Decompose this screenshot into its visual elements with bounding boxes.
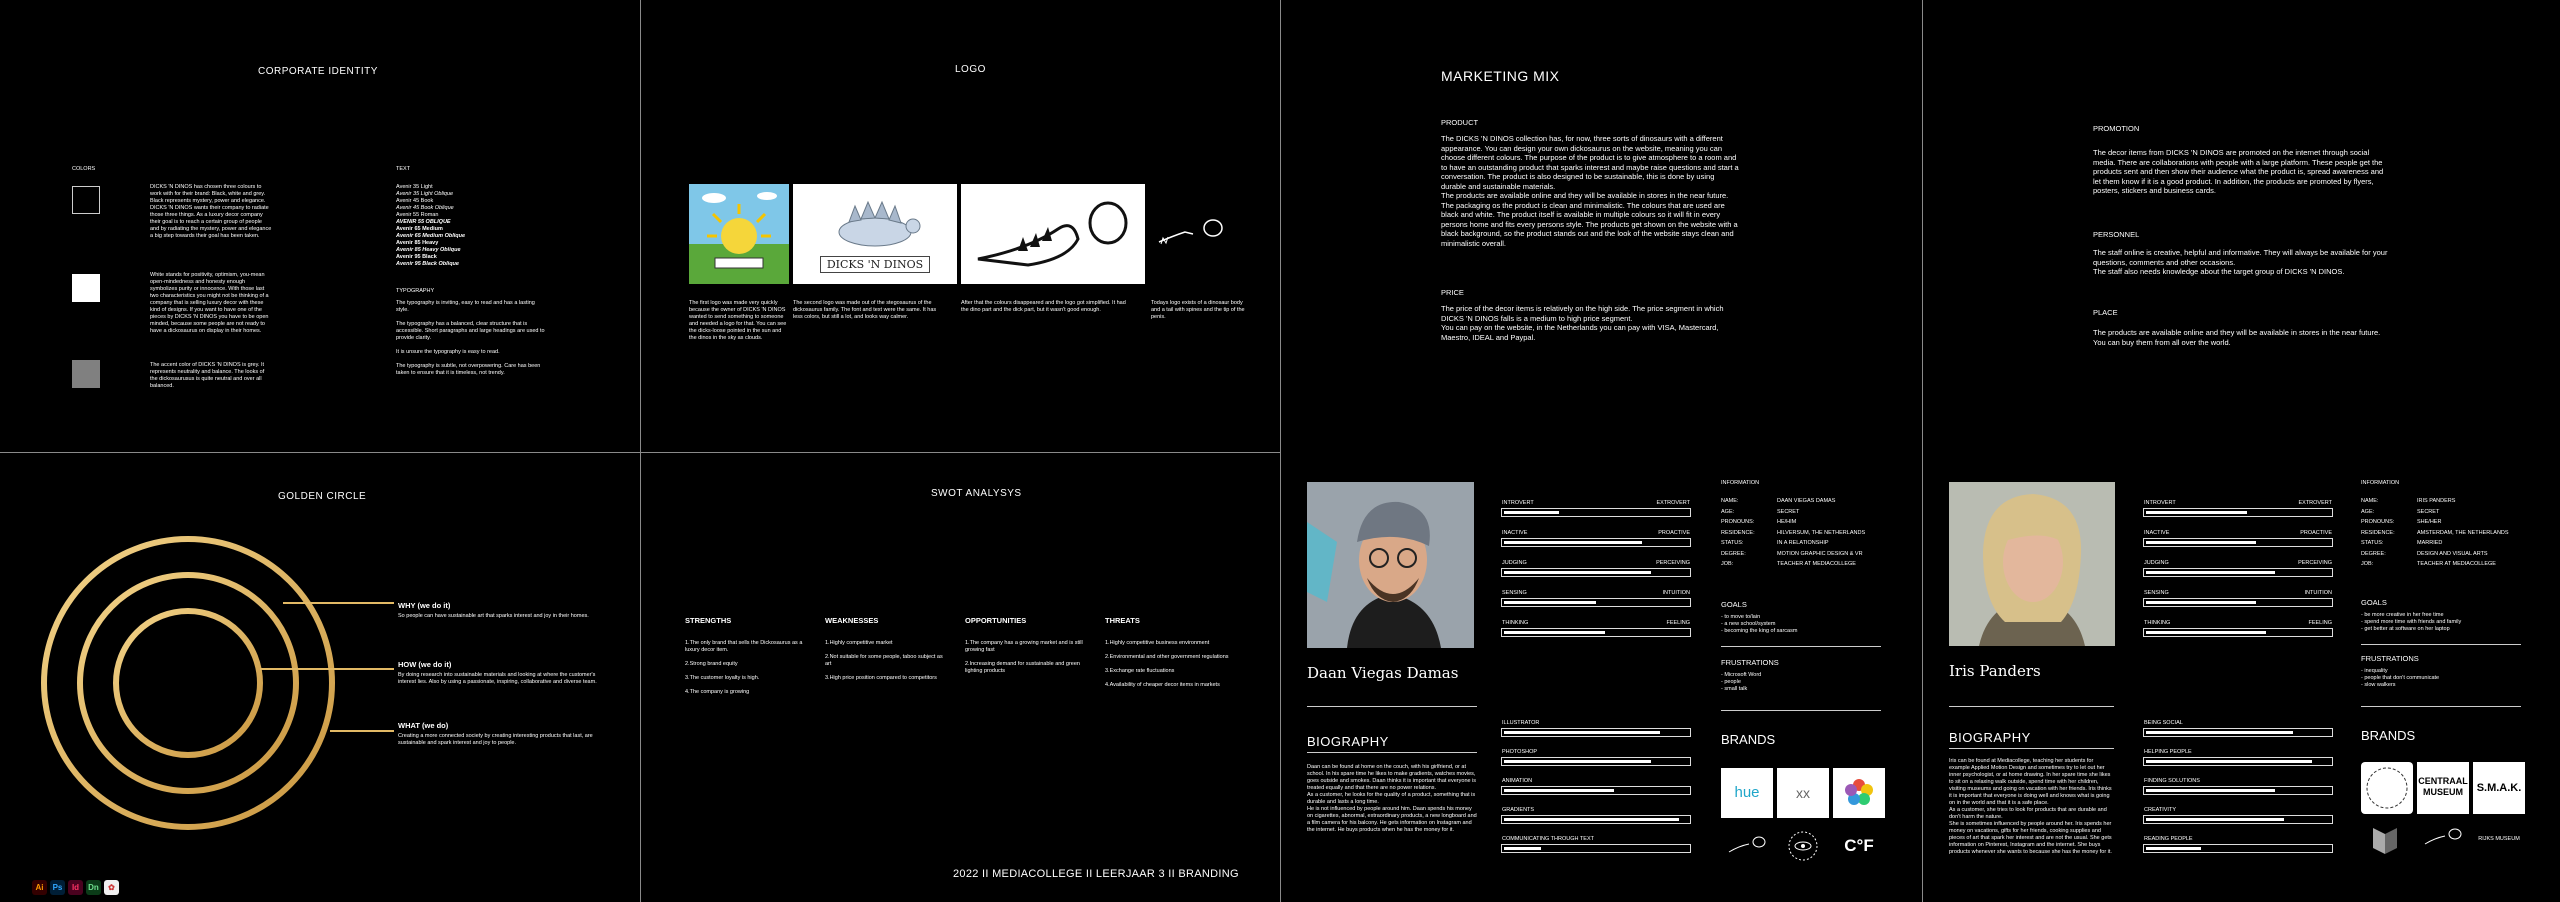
info-row (2361, 519, 2541, 526)
personnel-label: PERSONNEL (2093, 230, 2140, 239)
logo-version-2 (793, 184, 957, 284)
circle-museum-icon (2361, 762, 2413, 814)
persona-photo (1307, 482, 1474, 648)
info-key: JOB: (1721, 561, 1734, 567)
swot-item: 4.The company is growing (685, 688, 750, 695)
info-value: MARRIED (2417, 540, 2443, 546)
info-value: DAAN VIEGAS DAMAS (1777, 498, 1836, 504)
skill-label: HELPING PEOPLE (2144, 749, 2192, 755)
skill-label: GRADIENTS (1502, 807, 1535, 813)
slider-fill (2146, 571, 2275, 574)
info-key: DEGREE: (1721, 550, 1746, 557)
skill-label: BEING SOCIAL (2144, 720, 2183, 726)
skill-label: ANIMATION (1502, 778, 1533, 784)
swot-column (965, 616, 1090, 682)
goal-item: - a new school/system (1721, 621, 1776, 627)
info-row (1721, 540, 1901, 547)
why-text: So people can have sustainable art that sparks interest and joy in their homes. (398, 613, 589, 619)
slider-left-label: INACTIVE (2144, 530, 2170, 536)
smak-logo: S.M.A.K. (2473, 762, 2525, 814)
skill-bar (1501, 749, 1691, 766)
slider-left-label: INTROVERT (2144, 500, 2176, 506)
logo-panel (641, 0, 1280, 452)
typography-text: The typography is inviting, easy to read and has a lasting style. The typography has a balanced, clear structure that is accessible. Short paragraphs and large headings are used to provide clarity. It is unsure the typography is easy to read. The typography is subtle, not overpowering. Care has been taken to ensure that it is timeless, not trendy. (396, 300, 545, 376)
slider-fill (1504, 601, 1596, 604)
skill-fill (1504, 760, 1651, 763)
goal-item: - get better at software on her laptop (2361, 626, 2450, 632)
golden-circle-diagram (38, 529, 398, 839)
info-key: NAME: (1721, 498, 1739, 504)
current-logo-icon (1153, 214, 1229, 254)
how-label: HOW (we do it) (398, 660, 452, 669)
color-description: The accent color of DICKS 'N DINOS is grey. It represents neutrality and balance. The looks of the dickosaurusus is quite neutral and over all balanced. (150, 362, 265, 389)
eye-icon (1777, 826, 1829, 866)
slider-right-label: FEELING (1666, 620, 1690, 626)
slider-fill (1504, 571, 1651, 574)
slider-fill (1504, 631, 1605, 634)
dino-brand-logo (1721, 826, 1773, 866)
info-row (1721, 498, 1901, 505)
info-value: SECRET (1777, 508, 1800, 515)
font-item: Avenir 55 Roman (396, 212, 439, 218)
slider-left-label: INACTIVE (1502, 530, 1528, 536)
promotion-label: PROMOTION (2093, 124, 2140, 133)
info-row (2361, 498, 2541, 505)
place-label: PLACE (2093, 308, 2118, 317)
page-title: GOLDEN CIRCLE (278, 491, 367, 502)
info-key: AGE: (2361, 508, 2375, 515)
page-title: LOGO (955, 64, 986, 75)
info-row (2361, 561, 2541, 568)
flower-brand-logo (1833, 768, 1885, 818)
what-text: Creating a more connected society by creating interesting products that last, are sustainable and spark interest and joy to people. (398, 733, 593, 746)
info-value: IN A RELATIONSHIP (1777, 540, 1829, 546)
brands-label: BRANDS (2361, 728, 2416, 743)
biography-text: Daan can be found at home on the couch, with his girlfriend, or at school. In his spare time he likes to make gradients, watches movies, goes outside and smokes. Daan thinks it is important that everyone is treated equally and that there are no power relations. As a customer, he looks for the quality of a product, something that is durable and lasts a long time. He is not influenced by people around him. Daan spends his money on cigarettes, abnormal, extraordinary products, a new longboard and a film camera for his balcony. He gets information on Instagram and the internet. He buys products when he has the money for it. (1307, 764, 1477, 833)
rijksmuseum-logo: RIJKS MUSEUM (2478, 836, 2520, 842)
centraal-museum-logo: CENTRAAL MUSEUM (2417, 762, 2469, 814)
slider-fill (2146, 511, 2247, 514)
dino-outline-icon (968, 189, 1138, 279)
information-list (1721, 498, 1901, 572)
skill-bar (1501, 778, 1691, 795)
frustration-item: - Microsoft Word (1721, 672, 1762, 678)
slider-right-label: INTUITION (2304, 590, 2332, 596)
stegosaurus-icon (815, 196, 935, 256)
goal-item: - be more creative in her free time (2361, 612, 2444, 618)
slider-right-label: PROACTIVE (1658, 530, 1690, 536)
personality-slider (2143, 500, 2333, 517)
marketing-mix-panel-2 (1923, 0, 2560, 480)
swot-item: 1.Highly competitive market (825, 639, 893, 646)
personality-slider (1501, 530, 1691, 547)
divider (2361, 644, 2521, 645)
info-key: STATUS: (1721, 540, 1744, 546)
personality-slider (1501, 500, 1691, 517)
swot-heading: STRENGTHS (685, 616, 732, 625)
swot-heading: THREATS (1105, 616, 1140, 625)
logo-caption: The first logo was made very quickly because the owner of DICKS 'N DINOS wanted to send something to someone and needed a logo for that. You can see the dicks-loose pointed in the sun and the dinos in the sky as clouds. (689, 300, 787, 341)
info-row (1721, 530, 1901, 537)
personality-slider (2143, 530, 2333, 547)
info-row (1721, 561, 1901, 568)
info-row (1721, 509, 1901, 516)
slider-right-label: PERCEIVING (2298, 560, 2332, 566)
how-text: By doing research into sustainable materials and looking at where the customer's interest lies. Also by using a passionate, inspiring, collaborative and diverse team. (398, 672, 597, 685)
museum-brand-logo (2361, 762, 2413, 814)
swot-item: 4.Availability of cheaper decor items in markets (1105, 681, 1220, 688)
info-value: SHE/HER (2417, 519, 2442, 525)
colors-label: COLORS (72, 166, 96, 172)
info-key: PRONOUNS: (1721, 519, 1755, 525)
logo-caption: Todays logo exists of a dinosaur body and a tail with spines and the tip of the penis. (1151, 300, 1245, 320)
slider-right-label: FEELING (2308, 620, 2332, 626)
slider-left-label: SENSING (1502, 590, 1527, 596)
slider-left-label: JUDGING (2144, 560, 2169, 566)
persona-name: Daan Viegas Damas (1307, 664, 1459, 682)
frustration-item: - small talk (1721, 686, 1748, 692)
photoshop-icon: Ps (50, 880, 65, 895)
what-label: WHAT (we do) (398, 721, 449, 730)
info-value: HE/HIM (1777, 519, 1797, 525)
info-key: RESIDENCE: (1721, 529, 1755, 536)
skill-bar (2143, 836, 2333, 853)
swot-item: 3.Exchange rate fluctuations (1105, 667, 1175, 674)
info-key: STATUS: (2361, 540, 2384, 546)
info-value: HILVERSUM, THE NETHERLANDS (1777, 529, 1866, 536)
persona-iris-panel (1923, 480, 2560, 902)
golden-circle-panel (0, 453, 640, 902)
skill-fill (2146, 818, 2284, 821)
font-item: Avenir 65 Medium (396, 226, 443, 232)
logo-caption: The second logo was made out of the stegosaurus of the dickosaurus family. The font and text were the same. It has less colors, but still a lot, and looks way calmer. (793, 300, 937, 320)
frustrations-label: FRUSTRATIONS (2361, 654, 2419, 663)
info-value: MOTION GRAPHIC DESIGN & VR (1777, 550, 1863, 557)
swot-item: 2.Strong brand equity (685, 660, 738, 667)
skill-label: CREATIVITY (2144, 807, 2176, 813)
font-item: Avenir 95 Black Oblique (396, 261, 459, 267)
personality-slider (1501, 560, 1691, 577)
slider-left-label: THINKING (1502, 620, 1529, 626)
dimension-icon: Dn (86, 880, 101, 895)
swot-item: 3.High price position compared to competitors (825, 674, 937, 681)
skill-fill (1504, 731, 1660, 734)
text-label: TEXT (396, 166, 411, 172)
persona-photo (1949, 482, 2115, 646)
slider-fill (2146, 631, 2266, 634)
slider-fill (1504, 511, 1559, 514)
color-description: DICKS 'N DINOS has chosen three colours to work with for their brand: Black, white and grey. Black represents mystery, power and elegance. DICKS 'N DINOS wants their company to radiate those three things. As a luxury decor company their goal is to reach a certain group of people and by radiating the mystery, power and elegance a big step towards their goal has been taken. (150, 184, 272, 239)
corporate-identity-panel (0, 0, 640, 452)
font-item: Avenir 85 Heavy (396, 240, 439, 246)
skill-fill (2146, 847, 2201, 850)
swot-column (1105, 616, 1230, 696)
info-row (2361, 540, 2541, 547)
biography-label: BIOGRAPHY (1949, 730, 2031, 745)
info-key: AGE: (1721, 508, 1735, 515)
skill-label: READING PEOPLE (2144, 836, 2193, 842)
logo-version-3 (961, 184, 1145, 284)
goal-item: - becoming the king of sarcasm (1721, 628, 1798, 634)
logo-version-4 (1153, 214, 1229, 254)
slider-right-label: EXTROVERT (1656, 500, 1690, 506)
biography-text: Iris can be found at Mediacollege, teaching her students for example Applied Motion Design and sometimes try to let out her inner psychologist, or at home drawing. In her spare time she likes to sit on a relaxing walk outside, spend time with her children, visiting museums and going on vacation with her friends. Iris thinks it is important that everyone is doing well and knows what is going on in the world and that it is a safe place. As a customer, she tries to look for products that are durable and don't harm the nature. She is sometimes influenced by people around her. Iris spends her money on vacations, gifts for her friends, cooking supplies and pieces of art that spark her interest and are not the usual. She gets information on Pinterest, Instagram and the internet. She buys products whenever she wants to because she has the money for it. (1949, 758, 2112, 855)
color-swatch-grey (72, 360, 100, 388)
skill-label: ILLUSTRATOR (1502, 720, 1540, 726)
mirror-icon (2365, 820, 2405, 860)
skill-fill (2146, 731, 2293, 734)
slider-right-label: EXTROVERT (2298, 500, 2332, 506)
personality-slider (2143, 560, 2333, 577)
persona-daan-panel (1281, 480, 1921, 902)
info-key: RESIDENCE: (2361, 529, 2395, 536)
price-label: PRICE (1441, 288, 1464, 297)
font-item: Avenir 45 Book (396, 198, 434, 204)
info-row (2361, 551, 2541, 558)
swot-column (825, 616, 950, 689)
info-key: DEGREE: (2361, 550, 2386, 557)
swot-item: 2.Environmental and other government regulations (1105, 653, 1229, 660)
font-item: AVENIR 55 OBLIQUE (396, 219, 451, 225)
info-row (2361, 530, 2541, 537)
info-key: NAME: (2361, 498, 2379, 504)
place-text: The products are available online and they will be available in stores in the near future. You can buy them from all over the world. (2093, 328, 2381, 347)
font-item: Avenir 45 Book Oblique (396, 205, 454, 211)
goals-list (1721, 614, 1797, 635)
personality-slider (2143, 620, 2333, 637)
swot-item: 3.The customer loyalty is high. (685, 674, 760, 681)
goal-item: - to move to/lain (1721, 614, 1761, 620)
swot-item: 1.The company has a growing market and is still growing fast (965, 639, 1083, 653)
goals-label: GOALS (2361, 598, 2387, 607)
color-swatch-white (72, 274, 100, 302)
skill-fill (2146, 760, 2312, 763)
info-value: DESIGN AND VISUAL ARTS (2417, 550, 2488, 557)
skill-bar (1501, 836, 1691, 853)
skill-fill (1504, 789, 1614, 792)
skill-fill (1504, 818, 1679, 821)
slider-fill (2146, 541, 2256, 544)
slider-left-label: INTROVERT (1502, 500, 1534, 506)
divider (1949, 748, 2114, 749)
information-label: INFORMATION (2361, 480, 2400, 486)
info-value: TEACHER AT MEDIACOLLEGE (2417, 561, 2496, 567)
frustration-item: - people (1721, 679, 1741, 685)
slider-fill (1504, 541, 1642, 544)
divider (1721, 710, 1881, 711)
slider-left-label: JUDGING (1502, 560, 1527, 566)
info-key: PRONOUNS: (2361, 519, 2395, 525)
swot-item: 1.The only brand that sells the Dickosaurus as a luxury decor item. (685, 639, 803, 653)
slider-right-label: PERCEIVING (1656, 560, 1690, 566)
persona-name: Iris Panders (1949, 662, 2041, 680)
promotion-text: The decor items from DICKS 'N DINOS are promoted on the internet through social media. There are collaborations with people with a large platform. These people get the products sent and then show their audience what the product is, spread awareness and let them know if it is a good product. In addition, the products are promoted by flyers, posters, stickers and business cards. (2093, 148, 2384, 195)
font-item: Avenir 65 Medium Oblique (396, 233, 466, 239)
product-label: PRODUCT (1441, 118, 1479, 127)
skill-label: FINDING SOLUTIONS (2144, 778, 2200, 784)
font-item: Avenir 85 Heavy Oblique (396, 247, 461, 253)
skill-fill (1504, 847, 1541, 850)
frustrations-list (1721, 672, 1761, 693)
frustration-item: - slow walkers (2361, 682, 2396, 688)
dino-brand-logo (2417, 820, 2469, 860)
personality-slider (2143, 590, 2333, 607)
swot-heading: WEAKNESSES (825, 616, 879, 625)
divider (1307, 752, 1477, 753)
font-list (396, 184, 516, 268)
dino-mark-icon (1721, 826, 1773, 866)
logo-version-1 (689, 184, 789, 284)
skill-bar (1501, 720, 1691, 737)
font-item: Avenir 35 Light Oblique (396, 191, 454, 197)
page-title: SWOT ANALYSYS (931, 488, 1022, 499)
logo-wordmark: DICKS 'N DINOS (820, 256, 930, 273)
divider (2361, 706, 2521, 707)
why-label: WHY (we do it) (398, 601, 451, 610)
swot-column (685, 616, 810, 703)
price-text: The price of the decor items is relatively on the high side. The price segment in which DICKS 'N DINOS falls is a medium to high price segment. You can pay on the website, in the Netherlands you can pay with VISA, Mastercard, Maestro, IDEAL and Paypal. (1441, 304, 1724, 342)
info-key: JOB: (2361, 561, 2374, 567)
information-label: INFORMATION (1721, 480, 1760, 486)
goals-list (2361, 612, 2461, 633)
info-row (1721, 519, 1901, 526)
personality-slider (1501, 620, 1691, 637)
divider (1721, 646, 1881, 647)
swot-item: 1.Highly competitive business environment (1105, 639, 1210, 646)
info-value: SECRET (2417, 508, 2440, 515)
skill-bar (2143, 778, 2333, 795)
info-row (2361, 509, 2541, 516)
info-value: AMSTERDAM, THE NETHERLANDS (2417, 529, 2509, 536)
eye-brand-logo (1777, 826, 1829, 866)
skill-label: PHOTOSHOP (1502, 749, 1538, 755)
skill-bar (2143, 749, 2333, 766)
indesign-icon: Id (68, 880, 83, 895)
slider-left-label: SENSING (2144, 590, 2169, 596)
mirror-brand-logo (2365, 820, 2405, 860)
product-text: The DICKS 'N DINOS collection has, for now, three sorts of dinosaurs with a different appearance. You can design your own dickosaurus on the website, meaning you can choose different colours. The purpose of the product is to give atmosphere to a room and to have an outstanding product that sparks interest and maybe raise questions and start a conversation. The product is also designed to be sustainable, this is done by using durable and sustainable materials. The products are available online and they will be available in stores in the near future. The packaging os the product is clean and minimalistic. The colours that are used are black and white. The product itself is available in multiple colours so it will fit in every persons home and fits every persons style. The products get shown on the website with a black background, so the product stands out and the look of the website stays clean and minimalistic overall. (1441, 134, 1739, 248)
font-item: Avenir 35 Light (396, 184, 433, 190)
font-item: Avenir 95 Black (396, 254, 437, 260)
cf-brand-logo: C°F (1844, 836, 1874, 855)
brands-label: BRANDS (1721, 732, 1776, 747)
person-avatar-icon (1949, 482, 2115, 646)
typography-label: TYPOGRAPHY (396, 288, 435, 294)
app-icons (32, 877, 122, 895)
info-value: TEACHER AT MEDIACOLLEGE (1777, 561, 1856, 567)
marketing-mix-panel (1281, 0, 1921, 480)
page-title: MARKETING MIX (1441, 68, 1560, 84)
slider-left-label: THINKING (2144, 620, 2171, 626)
swot-item: 2.Increasing demand for sustainable and green lighting products (965, 660, 1080, 674)
goal-item: - spend more time with friends and family (2361, 619, 2462, 625)
slider-right-label: PROACTIVE (2300, 530, 2332, 536)
color-description: White stands for positivity, optimism, you-mean open-mindedness and honesty enough symbolizes purity or innocence. With those last two characteristics you might not be thinking of a company that is selling luxury decor with these kind of designs. If you want to have one of the pieces by DICKS 'N DINOS you have to be open minded, because some people are not ready to have a dickosaurus on display in their homes. (150, 272, 269, 334)
page-title: CORPORATE IDENTITY (258, 66, 378, 77)
hue-brand-logo: hue (1721, 768, 1773, 818)
divider (1949, 706, 2114, 707)
illustrator-icon: Ai (32, 880, 47, 895)
blender-icon: ✿ (104, 880, 119, 895)
color-swatch-black (72, 186, 100, 214)
slider-fill (2146, 601, 2256, 604)
biography-label: BIOGRAPHY (1307, 734, 1389, 749)
swot-heading: OPPORTUNITIES (965, 616, 1027, 625)
person-avatar-icon (1307, 482, 1474, 648)
personnel-text: The staff online is creative, helpful and informative. They will always be available for your questions, comments and other occasions. The staff also needs knowledge about the target group of DICKS 'N DINOS. (2093, 248, 2388, 276)
flower-icon (1833, 768, 1885, 818)
logo-caption: After that the colours disappeared and the logo got simplified. It had the dino part and the dick part, but it wasn't good enough. (961, 300, 1126, 313)
frustrations-label: FRUSTRATIONS (1721, 658, 1779, 667)
footer-text: 2022 II MEDIACOLLEGE II LEERJAAR 3 II BRANDING (953, 868, 1239, 880)
personality-slider (1501, 590, 1691, 607)
sun-logo-icon (689, 184, 789, 284)
slider-right-label: INTUITION (1662, 590, 1690, 596)
dino-mark-icon (2417, 820, 2469, 860)
goals-label: GOALS (1721, 600, 1747, 609)
swot-panel (641, 453, 1280, 902)
skill-fill (2146, 789, 2275, 792)
info-row (1721, 551, 1901, 558)
swot-item: 2.Not suitable for some people, taboo subject as art (825, 653, 943, 667)
xx-brand-logo: xx (1777, 768, 1829, 818)
skill-bar (2143, 720, 2333, 737)
frustration-item: - inequality (2361, 668, 2388, 674)
frustrations-list (2361, 668, 2439, 689)
skill-label: COMMUNICATING THROUGH TEXT (1502, 836, 1594, 842)
frustration-item: - people that don't communicate (2361, 675, 2440, 681)
information-list (2361, 498, 2541, 572)
info-value: IRIS PANDERS (2417, 498, 2456, 504)
skill-bar (2143, 807, 2333, 824)
divider (1307, 706, 1477, 707)
skill-bar (1501, 807, 1691, 824)
